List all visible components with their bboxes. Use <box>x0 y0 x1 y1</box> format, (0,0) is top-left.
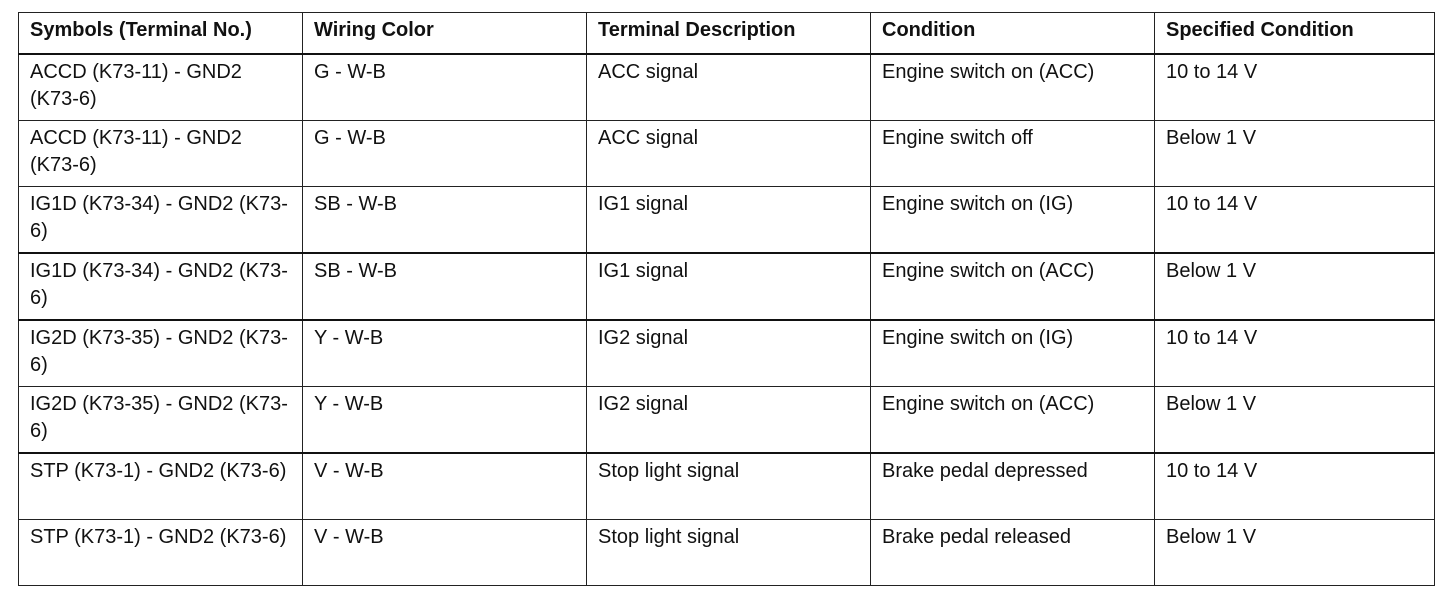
cell-wiring-color: SB - W-B <box>303 253 587 320</box>
cell-condition: Engine switch on (ACC) <box>871 387 1155 454</box>
table-row <box>19 121 1435 187</box>
cell-symbols: ACCD (K73-11) - GND2 (K73-6) <box>19 121 303 187</box>
cell-terminal-description: IG1 signal <box>587 187 871 254</box>
cell-wiring-color: G - W-B <box>303 121 587 187</box>
cell-specified-condition: 10 to 14 V <box>1155 453 1435 520</box>
cell-terminal-description: IG2 signal <box>587 320 871 387</box>
table-body <box>19 54 1435 586</box>
header-specified-condition: Specified Condition <box>1155 13 1435 55</box>
cell-terminal-description: IG1 signal <box>587 253 871 320</box>
cell-specified-condition: Below 1 V <box>1155 387 1435 454</box>
cell-wiring-color: V - W-B <box>303 520 587 586</box>
cell-wiring-color: G - W-B <box>303 54 587 121</box>
table-row <box>19 387 1435 454</box>
cell-specified-condition: Below 1 V <box>1155 121 1435 187</box>
table-row <box>19 520 1435 586</box>
cell-symbols: ACCD (K73-11) - GND2 (K73-6) <box>19 54 303 121</box>
header-symbols: Symbols (Terminal No.) <box>19 13 303 55</box>
cell-symbols: IG2D (K73-35) - GND2 (K73-6) <box>19 387 303 454</box>
header-wiring-color: Wiring Color <box>303 13 587 55</box>
cell-wiring-color: Y - W-B <box>303 387 587 454</box>
cell-condition: Engine switch on (IG) <box>871 320 1155 387</box>
terminal-inspection-table-container <box>18 12 1434 586</box>
table-header <box>19 13 1435 55</box>
cell-symbols: IG1D (K73-34) - GND2 (K73-6) <box>19 253 303 320</box>
table-row <box>19 320 1435 387</box>
header-terminal-description: Terminal Description <box>587 13 871 55</box>
cell-wiring-color: Y - W-B <box>303 320 587 387</box>
cell-specified-condition: Below 1 V <box>1155 520 1435 586</box>
cell-symbols: IG2D (K73-35) - GND2 (K73-6) <box>19 320 303 387</box>
header-row <box>19 13 1435 55</box>
cell-symbols: IG1D (K73-34) - GND2 (K73-6) <box>19 187 303 254</box>
table-row <box>19 54 1435 121</box>
cell-specified-condition: Below 1 V <box>1155 253 1435 320</box>
cell-terminal-description: IG2 signal <box>587 387 871 454</box>
cell-terminal-description: ACC signal <box>587 54 871 121</box>
cell-symbols: STP (K73-1) - GND2 (K73-6) <box>19 520 303 586</box>
cell-condition: Engine switch on (ACC) <box>871 253 1155 320</box>
cell-specified-condition: 10 to 14 V <box>1155 187 1435 254</box>
table-row <box>19 453 1435 520</box>
cell-terminal-description: ACC signal <box>587 121 871 187</box>
table-row <box>19 253 1435 320</box>
cell-specified-condition: 10 to 14 V <box>1155 320 1435 387</box>
cell-wiring-color: SB - W-B <box>303 187 587 254</box>
terminal-inspection-table <box>18 12 1435 586</box>
cell-condition: Engine switch on (IG) <box>871 187 1155 254</box>
cell-specified-condition: 10 to 14 V <box>1155 54 1435 121</box>
cell-condition: Brake pedal depressed <box>871 453 1155 520</box>
header-condition: Condition <box>871 13 1155 55</box>
cell-terminal-description: Stop light signal <box>587 453 871 520</box>
cell-wiring-color: V - W-B <box>303 453 587 520</box>
cell-symbols: STP (K73-1) - GND2 (K73-6) <box>19 453 303 520</box>
cell-condition: Engine switch on (ACC) <box>871 54 1155 121</box>
cell-condition: Brake pedal released <box>871 520 1155 586</box>
cell-terminal-description: Stop light signal <box>587 520 871 586</box>
table-row <box>19 187 1435 254</box>
cell-condition: Engine switch off <box>871 121 1155 187</box>
